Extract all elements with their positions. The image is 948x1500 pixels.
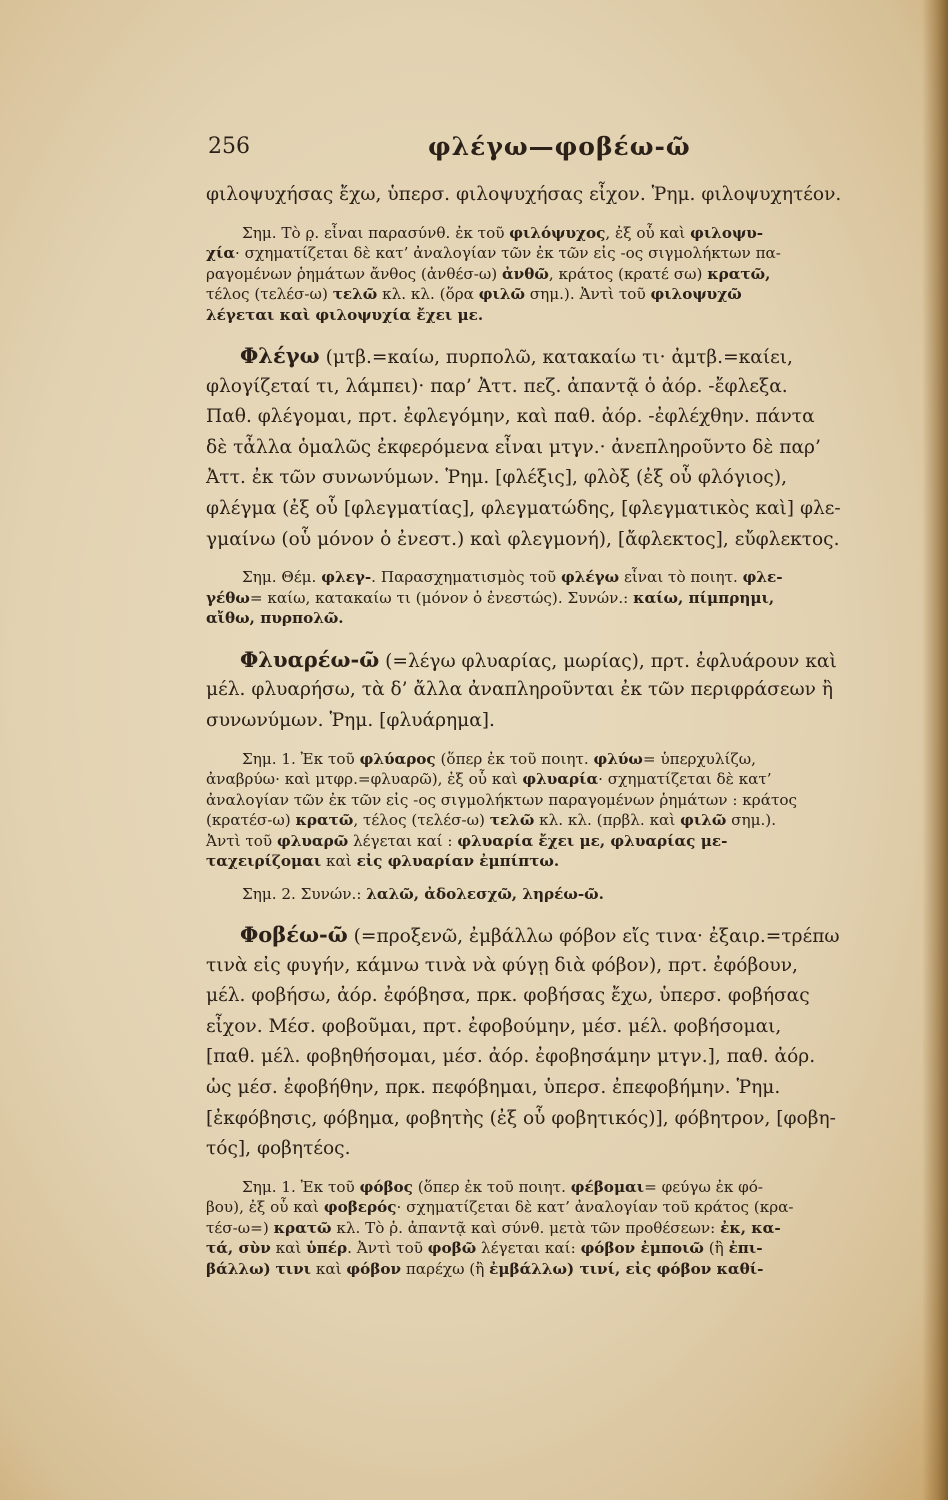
text-segment: τός], φοβητέος. (206, 1138, 351, 1160)
text-segment: φλυαρία (522, 770, 599, 789)
text-line (206, 402, 904, 433)
text-segment: τέσ-ω=) (206, 1218, 269, 1237)
text-segment: ἐκ, κα- (720, 1218, 781, 1237)
text-segment: , ἐξ οὗ καὶ (605, 223, 686, 242)
text-segment: φιλοψυχήσας ἔχω, ὑπερσ. φιλοψυχήσας εἶχον. Ῥημ. φιλοψυχητέον. (206, 184, 842, 205)
note-line (206, 790, 904, 811)
running-head: φλέγω—φοβέω-ῶ (428, 132, 691, 161)
text-segment: , τέλος (τελέσ-ω) (353, 811, 485, 830)
text-segment: εἶχον. Μέσ. φοβοῦμαι, πρτ. ἐφοβούμην, μέσ. μέλ. φοβήσομαι, (206, 1015, 782, 1037)
entry-headword: Φλυαρέω-ῶ (240, 646, 380, 672)
text-segment: ἐπι- (728, 1239, 763, 1258)
text-segment: Σημ. 1. Ἐκ τοῦ (242, 1177, 355, 1196)
text-segment: κρατῶ (273, 1218, 332, 1237)
text-segment: ἀνθῶ (502, 264, 549, 283)
text-segment: (ὅπερ ἐκ τοῦ ποιητ. (417, 1177, 566, 1196)
text-line (206, 1104, 904, 1135)
text-segment: μέλ. φλυαρήσω, τὰ δ’ ἄλλα ἀναπληροῦνται ἐκ τῶν περιφράσεων ἢ (206, 679, 834, 701)
text-segment: τινὰ εἰς φυγήν, κάμνω τινὰ νὰ φύγῃ διὰ φόβον), πρτ. ἐφόβουν, (206, 954, 798, 976)
text-segment: βάλλω) (206, 1259, 271, 1278)
text-segment: φλέγω (561, 568, 620, 587)
text-line (206, 1073, 904, 1104)
note-line (206, 831, 904, 852)
text-segment: φοβῶ (427, 1239, 477, 1258)
text-segment: χία (206, 244, 236, 263)
text-segment: κλ. κλ. (πρβλ. καὶ (539, 811, 676, 830)
text-segment: τελῶ (489, 811, 535, 830)
text-segment: γμαίνω (οὗ μόνον ὁ ἐνεστ.) καὶ φλεγμονή), [ἄφλεκτος], εὔφλεκτος. (206, 528, 840, 550)
note-line (206, 588, 904, 609)
text-segment: σημ.). Ἀντὶ τοῦ (529, 285, 646, 304)
text-segment: τινι (275, 1259, 312, 1278)
page-edge-shadow (922, 0, 948, 1500)
text-segment: μέλ. φοβήσω, ἀόρ. ἐφόβησα, πρκ. φοβήσας ἔχω, ὑπερσ. φοβήσας (206, 985, 810, 1007)
text-segment: = φεύγω ἐκ φό- (644, 1177, 764, 1196)
text-segment: φλέγμα (ἐξ οὗ [φλεγματίας], φλεγματώδης, [φλεγματικὸς καὶ] φλε- (206, 498, 841, 520)
text-segment: φλυαρία ἔχει με, φλυαρίας με- (457, 831, 728, 850)
text-segment: λέγεται καί: (481, 1239, 576, 1258)
text-segment: (μτβ.=καίω, πυρπολῶ, κατακαίω τι· ἀμτβ.=καίει, (325, 347, 793, 369)
page-header (208, 128, 898, 168)
text-line (206, 1042, 904, 1073)
text-segment: (κρατέσ-ω) (206, 811, 291, 830)
text-segment: . Ἀντὶ τοῦ (347, 1239, 423, 1258)
entry-line (206, 920, 904, 951)
text-segment: [ἐκφόβησις, φόβημα, φοβητὴς (ἐξ οὗ φοβητικός)], φόβητρον, [φοβη- (206, 1107, 836, 1129)
entry-headword: Φλέγω (240, 343, 320, 369)
text-segment: τελῶ (332, 285, 378, 304)
note-line (206, 305, 904, 326)
text-line (206, 675, 904, 706)
text-segment: βου), ἐξ οὗ καὶ (206, 1198, 319, 1217)
note-line (206, 264, 904, 285)
note-line (206, 223, 904, 244)
note-line (206, 810, 904, 831)
text-segment: . Παρασχηματισμὸς τοῦ (371, 568, 557, 587)
text-segment: ραγομένων ῥημάτων ἄνθος (ἀνθέσ-ω) (206, 264, 498, 283)
text-segment: καὶ (326, 852, 352, 871)
text-segment: = καίω, κατακαίω τι (μόνον ὁ ἐνεστώς). Συνών.: (249, 588, 629, 607)
text-line (206, 433, 904, 464)
entry-line (206, 341, 904, 372)
text-segment: φλε- (742, 568, 783, 587)
note-line (206, 1177, 904, 1198)
text-segment: γέθω (206, 588, 250, 607)
text-segment: δὲ τἆλλα ὁμαλῶς ἐκφερόμενα εἶναι μτγν.· ἀνεπληροῦντο δὲ παρ’ (206, 436, 821, 458)
entry-headword: Φοβέω-ῶ (240, 922, 348, 948)
text-segment: φλυαρῶ (277, 831, 349, 850)
text-segment: Ἀντὶ τοῦ (206, 831, 273, 850)
text-segment: φόβον (346, 1259, 401, 1278)
text-line (206, 981, 904, 1012)
text-segment: ἀναλογίαν τῶν ἐκ τῶν εἰς -ος σιγμολήκτων παραγομένων ῥημάτων : κράτος (206, 790, 797, 809)
text-segment: · σχηματίζεται δὲ κατ’ ἀναλογίαν τοῦ κράτος (κρα- (396, 1198, 794, 1217)
text-segment: συνωνύμων. Ῥημ. [φλυάρημα]. (206, 709, 495, 731)
text-segment: Σημ. Τὸ ρ̣. εἶναι παρασύνθ. ἐκ τοῦ (242, 223, 505, 242)
text-segment: ἐμβάλλω) τινί, εἰς φόβον καθί- (489, 1259, 764, 1278)
text-segment: (=λέγω φλυαρίας, μωρίας), πρτ. ἐφλυάρουν καὶ (385, 650, 837, 672)
text-segment: , κράτος (κρατέ σω) (548, 264, 703, 283)
text-segment: = ὑπερχυλίζω, (642, 749, 756, 768)
text-segment: φιλόψυχος (509, 223, 606, 242)
text-line (206, 706, 904, 737)
text-segment: (ἢ (708, 1239, 724, 1258)
text-segment: · σχηματίζεται δὲ κατ’ ἀναλογίαν τῶν ἐκ τῶν εἰς -ος σιγμολήκτων πα- (235, 244, 781, 263)
text-segment: · σχηματίζεται δὲ κατ’ (598, 770, 772, 789)
text-segment: λέγεται καί : (353, 831, 453, 850)
text-segment: φλύω (593, 749, 643, 768)
text-segment: φοβερός (323, 1198, 397, 1217)
text-segment: Σημ. Θέμ. (242, 568, 317, 587)
note-line (206, 608, 904, 629)
text-line (206, 494, 904, 525)
text-segment: παρέχω (ἢ (405, 1259, 485, 1278)
text-segment: φόβον ἐμποιῶ (580, 1239, 704, 1258)
text-segment: [παθ. μέλ. φοβηθήσομαι, μέσ. ἀόρ. ἐφοβησάμην μτγν.], παθ. ἀόρ. (206, 1046, 816, 1068)
page-body (206, 180, 904, 1279)
page-number: 256 (208, 134, 250, 159)
text-segment: εἰς φλυαρίαν ἐμπίπτω. (356, 852, 560, 871)
text-line (206, 1012, 904, 1043)
text-segment: εἶναι τὸ ποιητ. (623, 568, 738, 587)
text-segment: ὡς μέσ. ἐφοβήθην, πρκ. πεφόβημαι, ὑπερσ. ἐπεφοβήμην. Ῥημ. (206, 1077, 781, 1098)
text-segment: φλύαρος (359, 749, 436, 768)
text-segment: τέλος (τελέσ-ω) (206, 285, 328, 304)
text-segment: ὑπέρ (306, 1239, 348, 1258)
note-line (206, 1238, 904, 1259)
text-segment: σημ.). (731, 811, 777, 830)
text-segment: ἀναβρύω· καὶ μτφρ.=φλυαρῶ), ἐξ οὗ καὶ (206, 770, 518, 789)
text-line (206, 525, 904, 556)
note-line (206, 1197, 904, 1218)
text-segment: λαλῶ, ἀδολεσχῶ, ληρέω-ῶ. (366, 884, 604, 903)
note-line (206, 1218, 904, 1239)
note-line (206, 1259, 904, 1280)
note-line (206, 284, 904, 305)
note-line (206, 769, 904, 790)
text-segment: κλ. Τὸ ῥ. ἀπαντᾷ καὶ σύνθ. μετὰ τῶν προθέσεων: (336, 1218, 716, 1237)
text-segment: φλογίζεταί τι, λάμπει)· παρ’ Ἀττ. πεζ. ἀπαντᾷ ὁ ἀόρ. -ἔφλεξα. (206, 375, 788, 397)
text-segment: καίω, πίμπρημι, (633, 588, 775, 607)
text-segment: φέβομαι (570, 1177, 645, 1196)
text-segment: κλ. κλ. (ὅρα (382, 285, 474, 304)
text-segment: φόβος (359, 1177, 413, 1196)
note-line (206, 884, 904, 905)
text-segment: καὶ (315, 1259, 342, 1278)
text-line (206, 463, 904, 494)
text-line (206, 372, 904, 403)
note-line (206, 749, 904, 770)
note-line (206, 567, 904, 588)
text-segment: φιλοψυ- (690, 223, 764, 242)
note-line (206, 243, 904, 264)
text-segment: Σημ. 2. Συνών.: (242, 884, 362, 903)
entry-line (206, 645, 904, 676)
text-line (206, 1134, 904, 1165)
note-line (206, 851, 904, 872)
text-segment: ταχειρίζομαι (206, 852, 322, 871)
text-segment: αἴθω, πυρπολῶ. (206, 609, 344, 628)
text-segment: Παθ. φλέγομαι, πρτ. ἐφλεγόμην, καὶ παθ. ἀόρ. -ἐφλέχθην. πάντα (206, 406, 815, 428)
text-segment: φλεγ- (321, 568, 372, 587)
text-line (206, 951, 904, 982)
text-segment: Ἀττ. ἐκ τῶν συνωνύμων. Ῥημ. [φλέξις], φλὸξ (ἐξ οὗ φλόγιος), (206, 467, 787, 489)
text-segment: καὶ (275, 1239, 302, 1258)
text-segment: τά, σὺν (206, 1239, 271, 1258)
text-line (206, 180, 904, 211)
text-segment: Σημ. 1. Ἐκ τοῦ (242, 749, 355, 768)
text-segment: φιλῶ (680, 811, 727, 830)
text-segment: λέγεται καὶ φιλοψυχία ἔχει με. (206, 305, 484, 324)
text-segment: (ὅπερ ἐκ τοῦ ποιητ. (440, 749, 589, 768)
text-segment: κρατῶ, (707, 264, 771, 283)
text-segment: (=προξενῶ, ἐμβάλλω φόβον εἴς τινα· ἐξαιρ.=τρέπω (353, 926, 840, 948)
text-segment: φιλοψυχῶ (650, 285, 742, 304)
text-segment: κρατῶ (295, 811, 354, 830)
text-segment: φιλῶ (478, 285, 525, 304)
